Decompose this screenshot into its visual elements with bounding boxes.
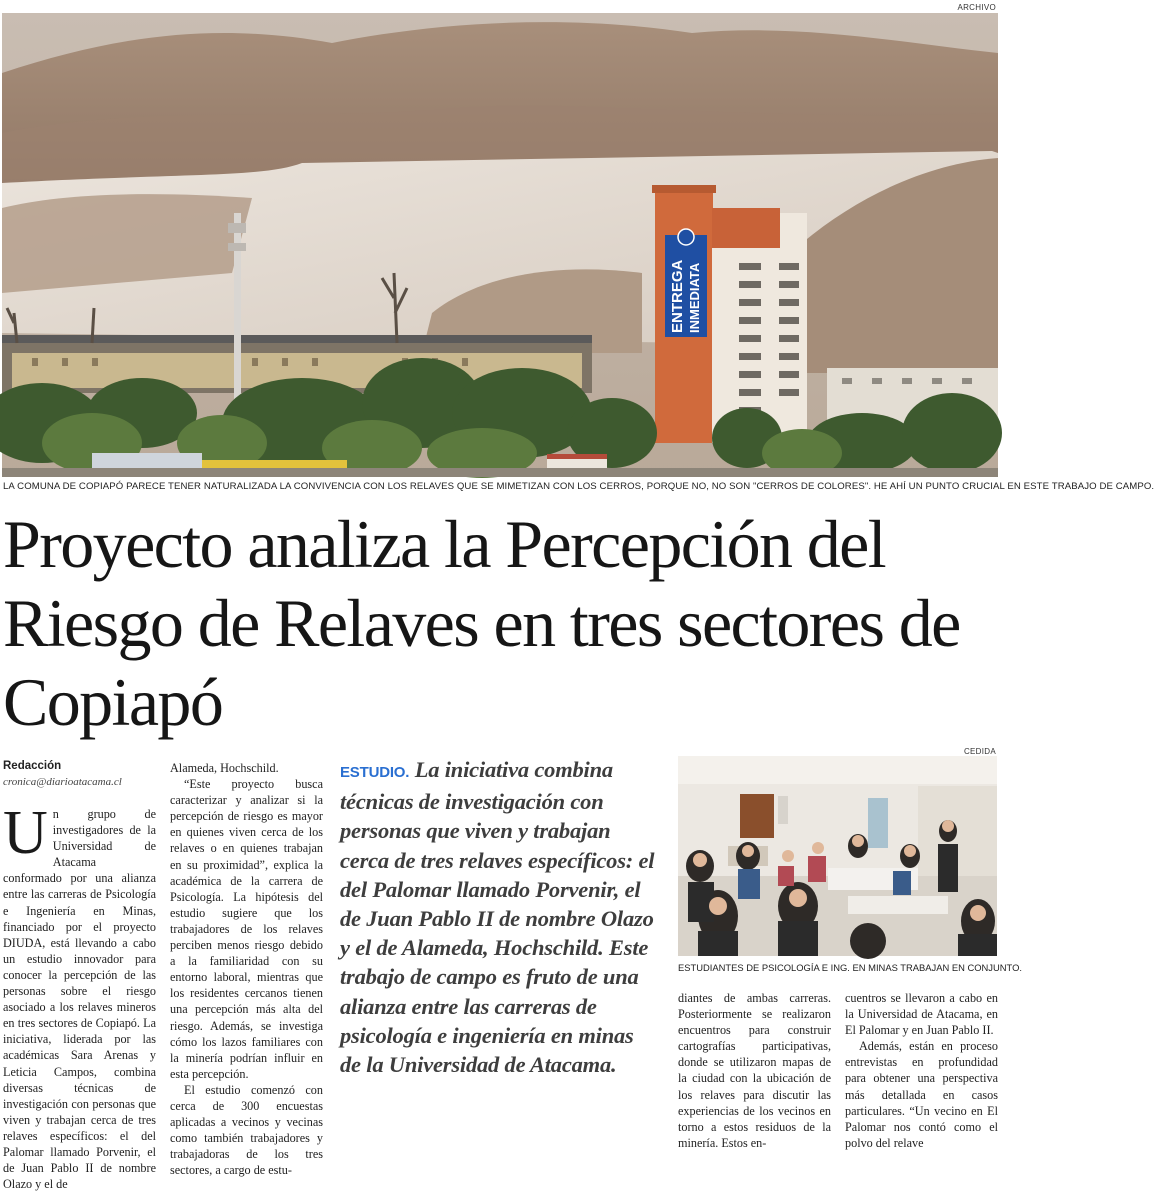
body-paragraph: El estudio comenzó con cerca de 300 encuestas aplicadas a vecinos y vecinas como también trabajadores y trabajadoras de los tres sectores, a cargo de estu-	[170, 1082, 323, 1178]
body-paragraph: “Este proyecto busca caracterizar y analizar si la percepción de riesgo es mayor en quienes viven cerca de los relaves o en quienes trabajan en su proximidad”, explica la académica de la carrera de Psicología. La hipótesis del estudio sugiere que los trabajadores de los relaves perciben menos riesgo debido a la familiaridad con su entorno laboral, mientras que los residentes cercanos tienen una percepción más alta del riesgo. Además, se investiga cómo los lazos familiares con la minería podrían influir en esta percepción.	[170, 777, 323, 1081]
body-paragraph: n grupo de investigadores de la Universidad de Atacama conformado por una alianza entre las carreras de Psicología e Ingeniería en Minas, financiado por el proyecto DIUDA, está llevando a cabo un estudio innovador para conocer la percepción de las personas sobre el riesgo asociado a los relaves mineros en tres sectores de Copiapó. La iniciativa, liderada por las académicas Sara Arenas y Leticia Campos, combina diversas técnicas de investigación con personas que viven y trabajan cerca de tres relaves específicos: el del Palomar llamado Porvenir, el de Juan Pablo II de nombre Olazo y el de	[3, 807, 156, 1192]
photo-credit: ARCHIVO	[957, 3, 996, 12]
body-paragraph: Alameda, Hochschild.	[170, 761, 279, 775]
hero-photo	[2, 13, 998, 477]
body-paragraph: Además, están en proceso entrevistas en profundidad para obtener una perspectiva más detallada en casos particulares. “Un vecino en El Palomar nos contó como el polvo del relave	[845, 1039, 998, 1150]
body-column-1	[3, 799, 156, 1192]
photo2-caption: ESTUDIANTES DE PSICOLOGÍA E ING. EN MINAS TRABAJAN EN CONJUNTO.	[678, 962, 1022, 973]
body-column-2	[170, 760, 323, 1178]
pull-quote-tag: ESTUDIO.	[340, 764, 410, 781]
students-photo	[678, 756, 997, 956]
body-paragraph: cuentros se llevaron a cabo en la Universidad de Atacama, en El Palomar y en Juan Pablo II.	[845, 991, 998, 1038]
photo2-credit: CEDIDA	[963, 747, 996, 756]
sign-word-2: INMEDIATA	[687, 262, 702, 333]
byline-author: Redacción	[3, 760, 62, 772]
sign-word-1: ENTREGA	[669, 259, 686, 333]
pull-quote	[340, 755, 656, 1079]
headline: Proyecto analiza la Percepción del Riesgo de Relaves en tres sectores de Copiapó	[3, 506, 960, 740]
byline-email[interactable]: cronica@diarioatacama.cl	[3, 776, 122, 788]
drop-cap: U	[3, 799, 48, 867]
body-column-3	[678, 990, 831, 1151]
body-column-4	[845, 990, 998, 1151]
pull-quote-text: La iniciativa combina técnicas de investigación con personas que viven y trabajan cerca de tres relaves específicos: el del Palomar llamado Porvenir, el de Juan Pablo II de nombre Olazo y el de Alameda, Hochschild. Este trabajo de campo es fruto de una alianza entre las carreras de psicología e ingeniería en minas de la Universidad de Atacama.	[340, 757, 655, 1078]
body-paragraph: diantes de ambas carreras. Posteriormente se realizaron encuentros para construir cartografías participativas, donde se utilizaron mapas de la ciudad con la ubicación de los relaves para discutir las experiencias de los vecinos en torno a estos residuos de la minería. Estos en-	[678, 991, 831, 1150]
hero-caption: LA COMUNA DE COPIAPÓ PARECE TENER NATURALIZADA LA CONVIVENCIA CON LOS RELAVES QUE SE MIMETIZAN CON LOS CERROS, PORQUE NO, NO SON "CERROS DE COLORES". HE AHÍ UN PUNTO CRUCIAL EN ESTE TRABAJO DE CAMPO.	[3, 481, 1154, 492]
